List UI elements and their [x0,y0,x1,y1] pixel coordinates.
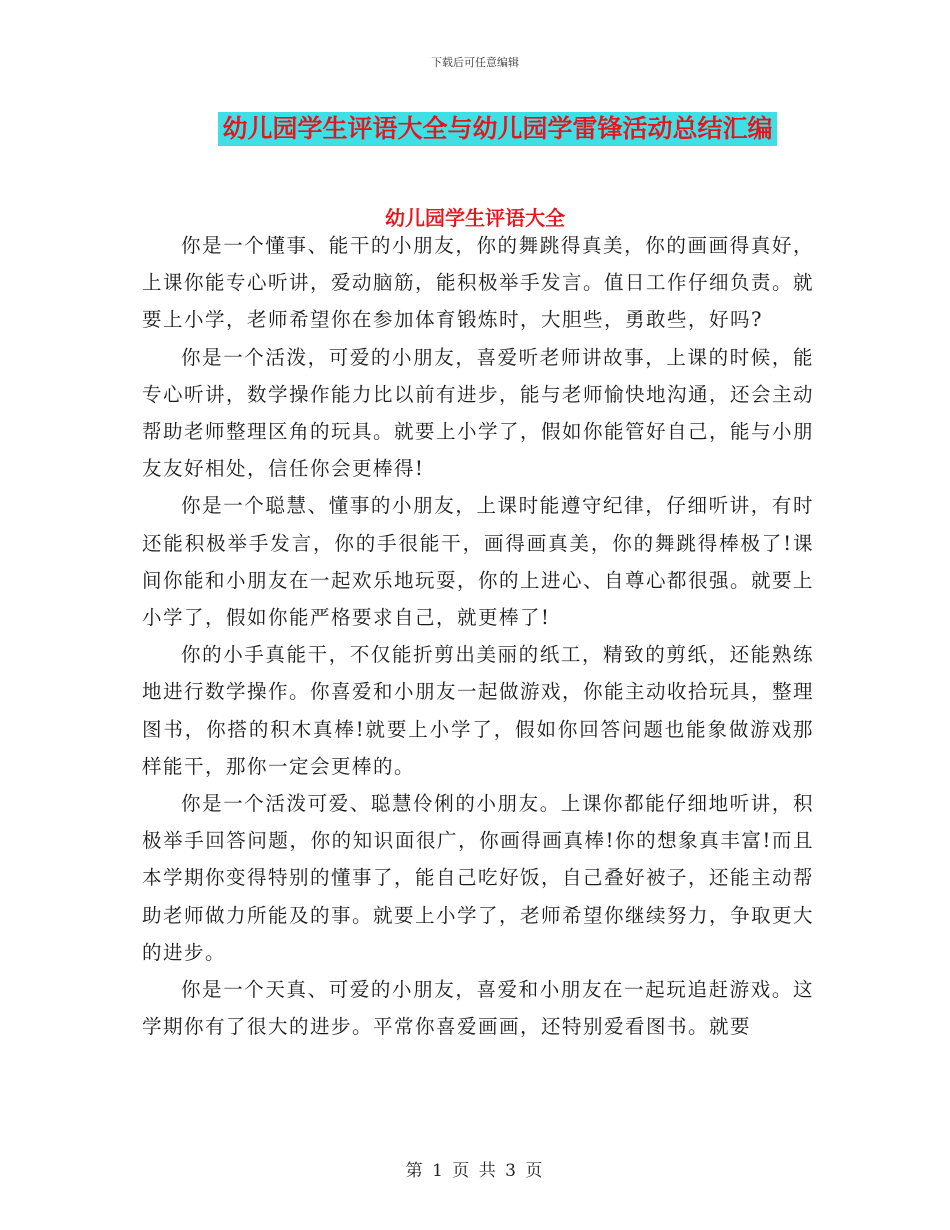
document-title-container [0,112,950,146]
paragraph: 你是一个懂事、能干的小朋友，你的舞跳得真美，你的画画得真好，上课你能专心听讲，爱动脑筋，能积极举手发言。值日工作仔细负责。就要上小学，老师希望你在参加体育锻炼时，大胆些，勇敢些，好吗? [142,234,815,332]
document-title: 幼儿园学生评语大全与幼儿园学雷锋活动总结汇编 [218,112,776,146]
document-body [142,227,814,1045]
paragraph: 你是一个活泼可爱、聪慧伶俐的小朋友。上课你都能仔细地听讲，积极举手回答问题，你的知识面很广，你画得画真棒!你的想象真丰富!而且本学期你变得特别的懂事了，能自己吃好饭，自己叠好被子，还能主动帮助老师做力所能及的事。就要上小学了，老师希望你继续努力，争取更大的进步。 [142,792,815,964]
section-title: 幼儿园学生评语大全 [385,206,565,230]
paragraph: 你是一个活泼，可爱的小朋友，喜爱听老师讲故事，上课的时候，能专心听讲，数学操作能力比以前有进步，能与老师愉快地沟通，还会主动帮助老师整理区角的玩具。就要上小学了，假如你能管好自己，能与小朋友友好相处，信任你会更棒得! [142,345,815,481]
paragraph: 你是一个天真、可爱的小朋友，喜爱和小朋友在一起玩追赶游戏。这学期你有了很大的进步。平常你喜爱画画，还特别爱看图书。就要 [142,978,814,1039]
header-note: 下载后可任意编辑 [431,56,519,69]
page-number-footer: 第 1 页 共 3 页 [405,1161,545,1181]
paragraph: 你是一个聪慧、懂事的小朋友，上课时能遵守纪律，仔细听讲，有时还能积极举手发言，你的手很能干，画得画真美，你的舞跳得棒极了!课间你能和小朋友在一起欢乐地玩耍，你的上进心、自尊心都很强。就要上小学了，假如你能严格要求自己，就更棒了! [142,494,815,630]
paragraph: 你的小手真能干，不仅能折剪出美丽的纸工，精致的剪纸，还能熟练地进行数学操作。你喜爱和小朋友一起做游戏，你能主动收拾玩具，整理图书，你搭的积木真棒!就要上小学了，假如你回答问题也能象做游戏那样能干，那你一定会更棒的。 [142,643,815,778]
